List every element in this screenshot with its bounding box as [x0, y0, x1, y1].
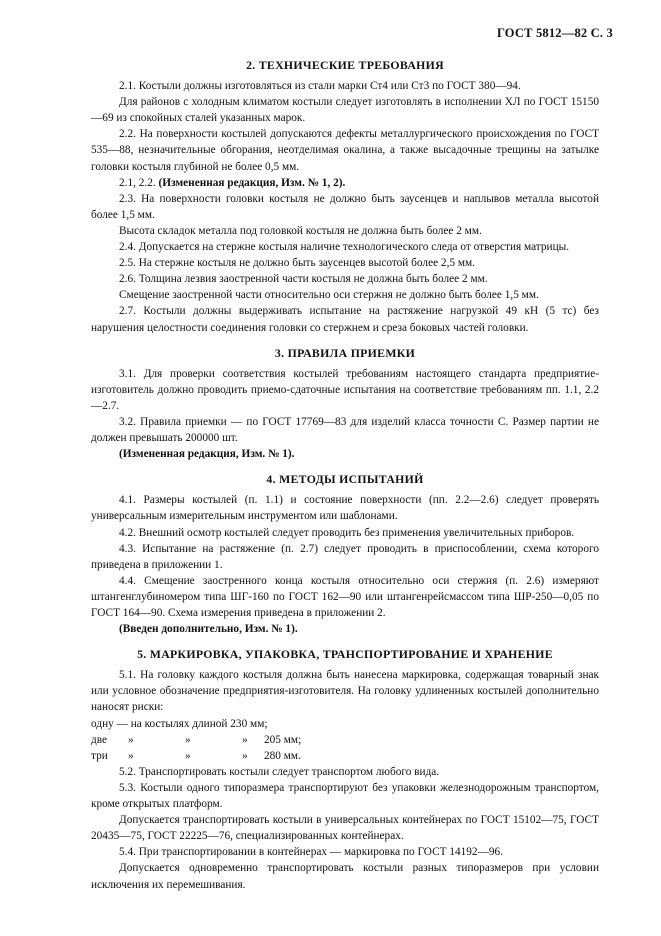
paragraph: Смещение заостренной части относительно оси стержня не должно быть более 1,5 мм.: [119, 289, 539, 302]
amendment-note: (Измененная редакция, Изм. № 1).: [119, 448, 295, 461]
paragraph: Допускается транспортировать костыли в универсальных контейнерах по ГОСТ 15102—75, ГОСТ 20435—75, ГОСТ 22225—76, специализированных контейнерах.: [91, 814, 599, 843]
marks-count: две: [91, 733, 108, 746]
paragraph: 4.2. Внешний осмотр костылей следует проводить без применения увеличительных приборов.: [119, 526, 575, 539]
section-title-test-methods: 4. МЕТОДЫ ИСПЫТАНИЙ: [266, 472, 424, 487]
page-header: ГОСТ 5812—82 С. 3: [496, 26, 613, 40]
section-title-marking-packing: 5. МАРКИРОВКА, УПАКОВКА, ТРАНСПОРТИРОВАНИЕ И ХРАНЕНИЕ: [137, 647, 553, 662]
ditto-mark: »: [128, 749, 134, 762]
amendment-note: [91, 175, 599, 191]
paragraph: Допускается одновременно транспортировать костыли разных типоразмеров при условии исключения их перемешивания.: [91, 862, 599, 891]
ditto-mark: »: [242, 733, 248, 746]
paragraph: 2.5. На стержне костыля не должно быть заусенцев высотой более 2,5 мм.: [119, 257, 475, 270]
paragraph: 5.4. При транспортировании в контейнерах — маркировка по ГОСТ 14192—96.: [119, 846, 503, 859]
paragraph: 2.7. Костыли должны выдерживать испытание на растяжение нагрузкой 49 кН (5 тс) без нарушения целостности соединения головки со стержнем и среза боковых частей головки.: [91, 305, 599, 334]
paragraph: 5.1. На головку каждого костыля должна быть нанесена маркировка, содержащая товарный знак или условное обозначение предприятия-изготовителя. На головку удлиненных костылей дополнительно наносят риски:: [91, 669, 599, 714]
marks-row-text: одну — на костылях длиной 230 мм;: [91, 717, 268, 730]
ditto-mark: »: [128, 733, 134, 746]
paragraph: Для районов с холодным климатом костыли следует изготовлять в исполнении ХЛ по ГОСТ 15150—69 из спокойных сталей указанных марок.: [91, 96, 599, 125]
paragraph: 5.2. Транспортировать костыли следует транспортом любого вида.: [119, 765, 440, 778]
marks-row: [91, 732, 599, 748]
marks-row: [91, 716, 599, 732]
paragraph: 3.2. Правила приемки — по ГОСТ 17769—83 для изделий класса точности С. Размер партии не должен превышать 200000 шт.: [91, 415, 599, 445]
paragraph: 2.1. Костыли должны изготовляться из стали марки Ст4 или Ст3 по ГОСТ 380—94.: [119, 80, 521, 93]
paragraph: 2.3. На поверхности головки костыля не должно быть заусенцев и наплывов металла высотой более 1,5 мм.: [91, 192, 599, 221]
amendment-note: (Введен дополнительно, Изм. № 1).: [119, 623, 298, 636]
paragraph: 5.3. Костыли одного типоразмера транспортируют без упаковки железнодорожным транспортом, кроме открытых платформ.: [91, 781, 599, 811]
section-title-acceptance-rules: 3. ПРАВИЛА ПРИЕМКИ: [274, 345, 416, 360]
amendment-label: (Измененная редакция, Изм. № 1, 2).: [158, 176, 346, 189]
paragraph: 2.2. На поверхности костылей допускаются дефекты металлургического происхождения по ГОСТ 535—88, незначительные обгорания, неотделимая окалина, а также высадочные трещины на затылке головки костыля глубиной не более 0,5 мм.: [91, 128, 599, 173]
paragraph: 4.4. Смещение заостренного конца костыля относительно оси стержня (п. 2.6) измеряют штангенглубиномером типа ШГ-160 по ГОСТ 162—90 или штангенрейсмассом типа ШР-250—0,05 по ГОСТ 164—90. Схема измерения приведена в приложении 2.: [91, 574, 599, 619]
marks-list: [91, 716, 599, 764]
marks-length: 205 мм;: [264, 733, 302, 746]
paragraph: 4.1. Размеры костылей (п. 1.1) и состояние поверхности (пп. 2.2—2.6) следует проверять универсальным измерительным инструментом или шаблонами.: [91, 494, 599, 523]
amendment-clauses: 2.1, 2.2.: [119, 176, 156, 189]
document-body: [91, 57, 599, 893]
section-title-technical-requirements: 2. ТЕХНИЧЕСКИЕ ТРЕБОВАНИЯ: [246, 58, 444, 72]
paragraph: 2.4. Допускается на стержне костыля наличие технологического следа от отверстия матрицы.: [119, 241, 570, 254]
marks-length: 280 мм.: [264, 749, 301, 762]
paragraph: 2.6. Толщина лезвия заостренной части костыля не должна быть более 2 мм.: [119, 273, 488, 286]
marks-count: три: [91, 749, 108, 762]
paragraph: 4.3. Испытание на растяжение (п. 2.7) следует проводить в приспособлении, схема которого приведена в приложении 1.: [91, 542, 599, 571]
ditto-mark: »: [185, 749, 191, 762]
ditto-mark: »: [242, 749, 248, 762]
ditto-mark: »: [185, 733, 191, 746]
paragraph: 3.1. Для проверки соответствия костылей требованиям настоящего стандарта предприятие-изготовитель должно проводить приемо-сдаточные испытания на соответствие требованиям пп. 1.1, 2.2—2.7.: [91, 367, 599, 412]
paragraph: Высота складок металла под головкой костыля не должна быть более 2 мм.: [119, 224, 482, 237]
marks-row: [91, 748, 599, 764]
